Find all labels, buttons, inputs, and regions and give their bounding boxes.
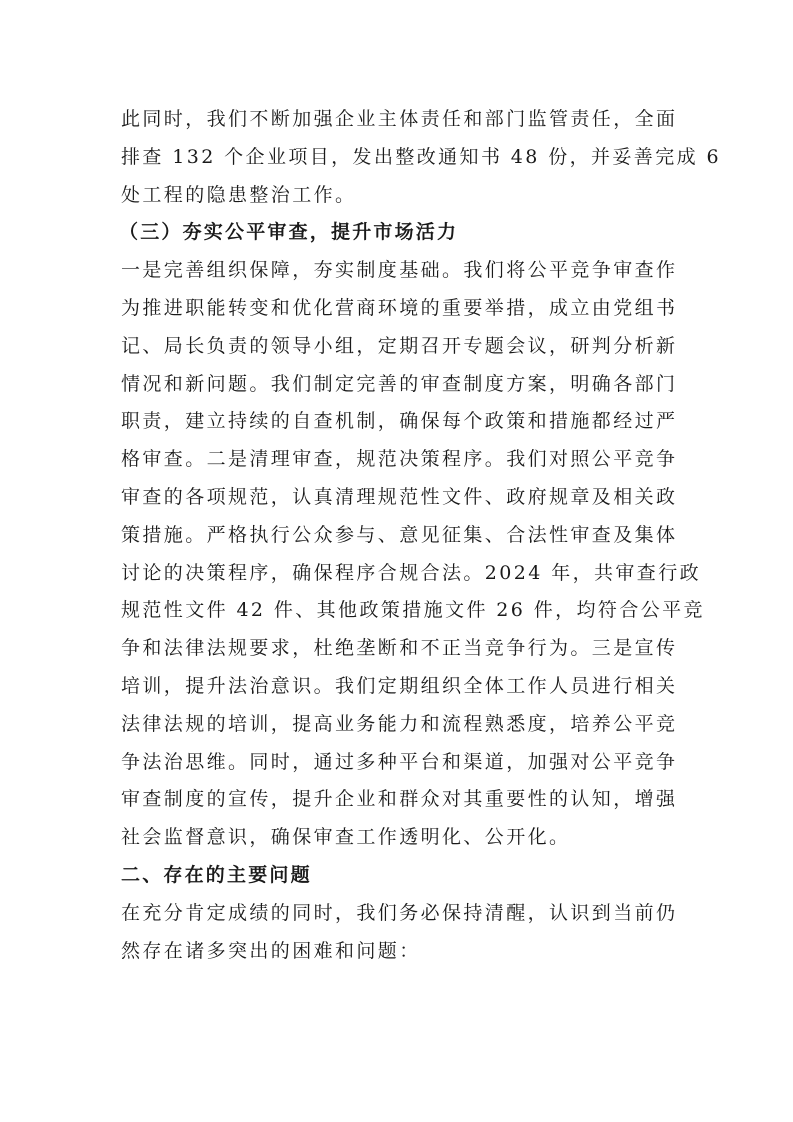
paragraph-line: 规范性文件 42 件、其他政策措施文件 26 件，均符合公平竞 bbox=[121, 599, 705, 622]
paragraph-line: 审查的各项规范，认真清理规范性文件、政府规章及相关政 bbox=[121, 485, 678, 508]
section-heading-2: 二、存在的主要问题 bbox=[121, 863, 312, 886]
document-body bbox=[119, 101, 721, 970]
paragraph-line: 为推进职能转变和优化营商环境的重要举措，成立由党组书 bbox=[121, 296, 678, 319]
paragraph-line: 格审查。二是清理审查，规范决策程序。我们对照公平竞争 bbox=[121, 448, 678, 471]
paragraph-line: 处工程的隐患整治工作。 bbox=[121, 183, 357, 206]
paragraph-line: 然存在诸多突出的困难和问题： bbox=[121, 939, 421, 962]
paragraph-line: 社会监督意识，确保审查工作透明化、公开化。 bbox=[121, 826, 571, 849]
paragraph-line: 争和法律法规要求，杜绝垄断和不正当竞争行为。三是宣传 bbox=[121, 637, 678, 660]
paragraph-line: 此同时，我们不断加强企业主体责任和部门监管责任，全面 bbox=[121, 108, 678, 130]
paragraph-line: 一是完善组织保障，夯实制度基础。我们将公平竞争审查作 bbox=[121, 259, 678, 282]
section-heading-3: （三）夯实公平审查，提升市场活力 bbox=[119, 221, 459, 244]
paragraph-line: 记、局长负责的领导小组，定期召开专题会议，研判分析新 bbox=[121, 334, 678, 357]
paragraph-line: 培训，提升法治意识。我们定期组织全体工作人员进行相关 bbox=[121, 674, 678, 697]
paragraph-line: 排查 132 个企业项目，发出整改通知书 48 份，并妥善完成 6 bbox=[121, 145, 721, 168]
paragraph-line: 审查制度的宣传，提升企业和群众对其重要性的认知，增强 bbox=[121, 788, 678, 811]
paragraph-line: 争法治思维。同时，通过多种平台和渠道，加强对公平竞争 bbox=[121, 750, 678, 773]
paragraph-line: 职责，建立持续的自查机制，确保每个政策和措施都经过严 bbox=[121, 410, 678, 433]
paragraph-line: 策措施。严格执行公众参与、意见征集、合法性审查及集体 bbox=[121, 523, 678, 546]
paragraph-line: 情况和新问题。我们制定完善的审查制度方案，明确各部门 bbox=[121, 372, 678, 395]
paragraph-line: 在充分肯定成绩的同时，我们务必保持清醒，认识到当前仍 bbox=[121, 901, 678, 924]
paragraph-line: 讨论的决策程序，确保程序合规合法。2024 年，共审查行政 bbox=[121, 561, 701, 584]
paragraph-line: 法律法规的培训，提高业务能力和流程熟悉度，培养公平竞 bbox=[121, 712, 678, 735]
